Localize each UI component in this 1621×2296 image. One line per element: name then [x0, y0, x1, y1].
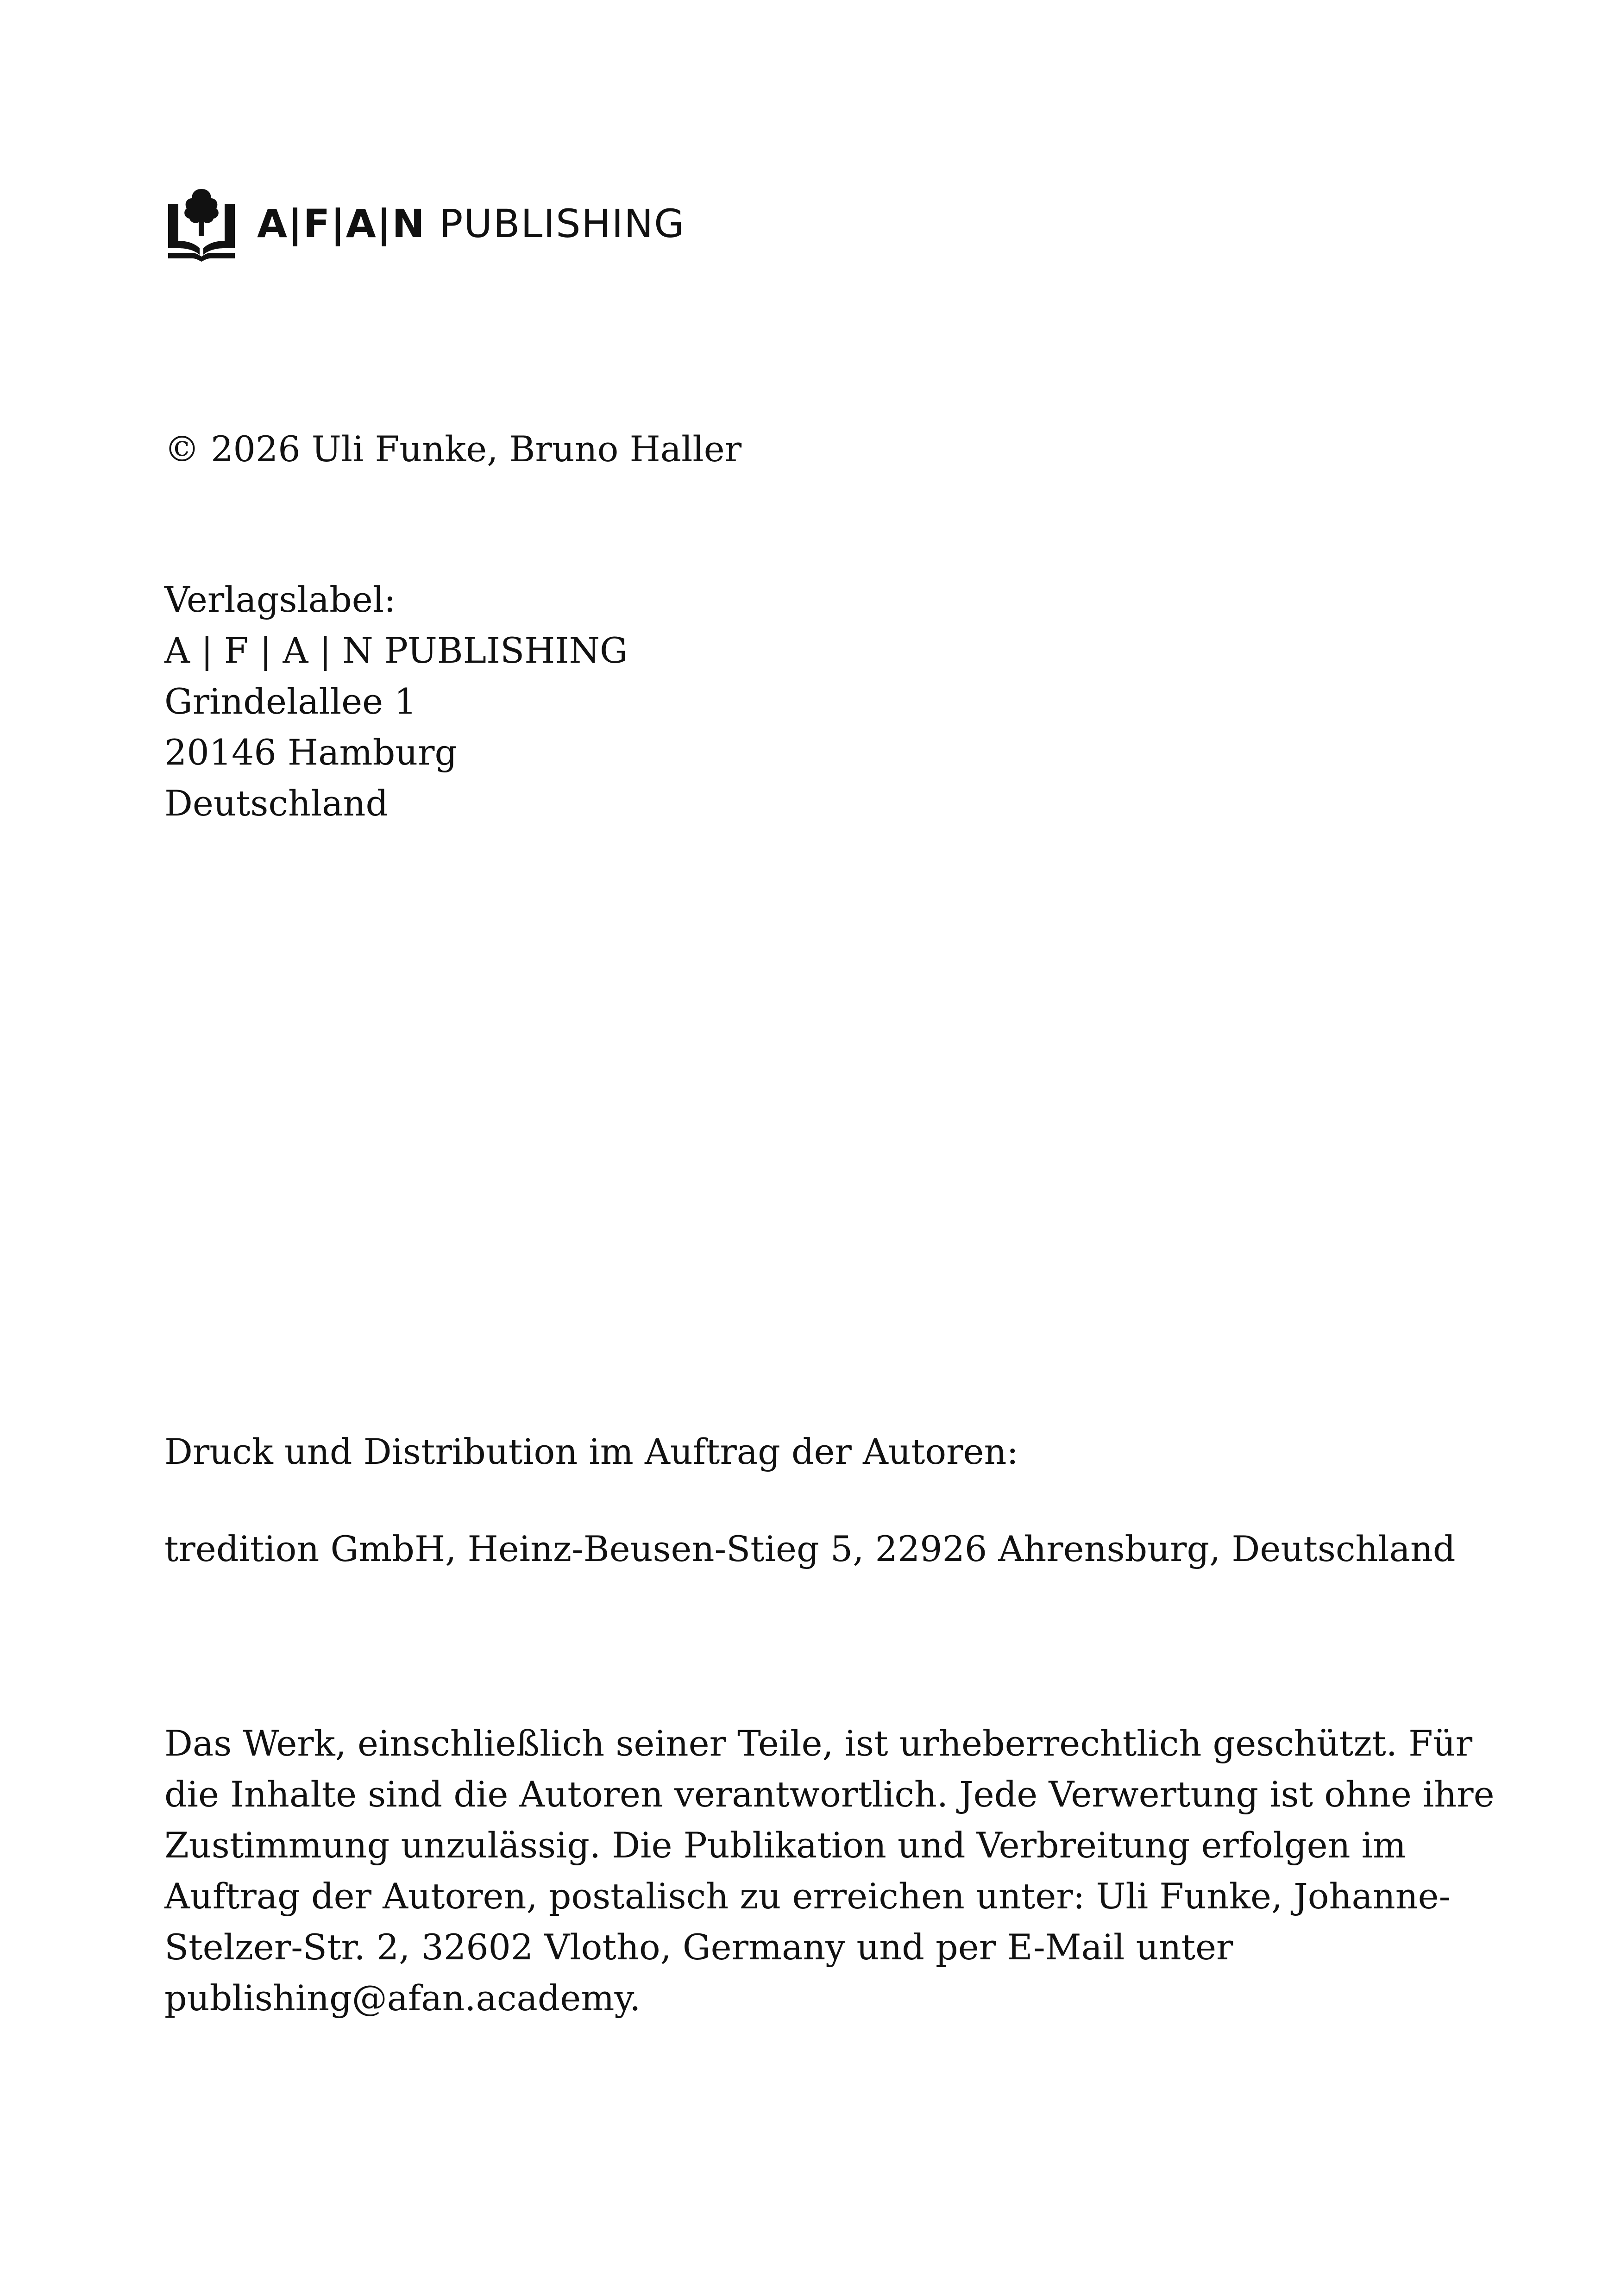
legal-line: Das Werk, einschließlich seiner Teile, ist urheberrechtlich geschützt. Für	[164, 1723, 1473, 1764]
druck-title: Druck und Distribution im Auftrag der Autoren:	[164, 1431, 1019, 1472]
legal-line: Stelzer-Str. 2, 32602 Vlotho, Germany und per E-Mail unter	[164, 1926, 1233, 1968]
publisher-city: 20146 Hamburg	[164, 732, 458, 773]
druck-address: tredition GmbH, Heinz-Beusen-Stieg 5, 22926 Ahrensburg, Deutschland	[164, 1528, 1456, 1569]
legal-line: Auftrag der Autoren, postalisch zu erreichen unter: Uli Funke, Johanne-	[164, 1876, 1451, 1917]
legal-line: die Inhalte sind die Autoren verantwortlich. Jede Verwertung ist ohne ihre	[164, 1774, 1495, 1815]
publisher-logo	[164, 185, 685, 262]
legal-email-line[interactable]: publishing@afan.academy.	[164, 1977, 641, 2019]
logo-text	[257, 201, 685, 246]
publisher-address	[164, 574, 628, 829]
publisher-street: Grindelallee 1	[164, 681, 417, 722]
legal-notice	[164, 1718, 1495, 2024]
logo-word: PUBLISHING	[439, 201, 685, 246]
publisher-name: A | F | A | N PUBLISHING	[164, 630, 628, 671]
publisher-country: Deutschland	[164, 783, 389, 824]
legal-line: Zustimmung unzulässig. Die Publikation und Verbreitung erfolgen im	[164, 1825, 1407, 1866]
book-tree-icon	[164, 185, 239, 262]
copyright-line: © 2026 Uli Funke, Bruno Haller	[164, 428, 742, 470]
publisher-label: Verlagslabel:	[164, 579, 396, 620]
logo-mark: A|F|A|N	[257, 201, 426, 246]
